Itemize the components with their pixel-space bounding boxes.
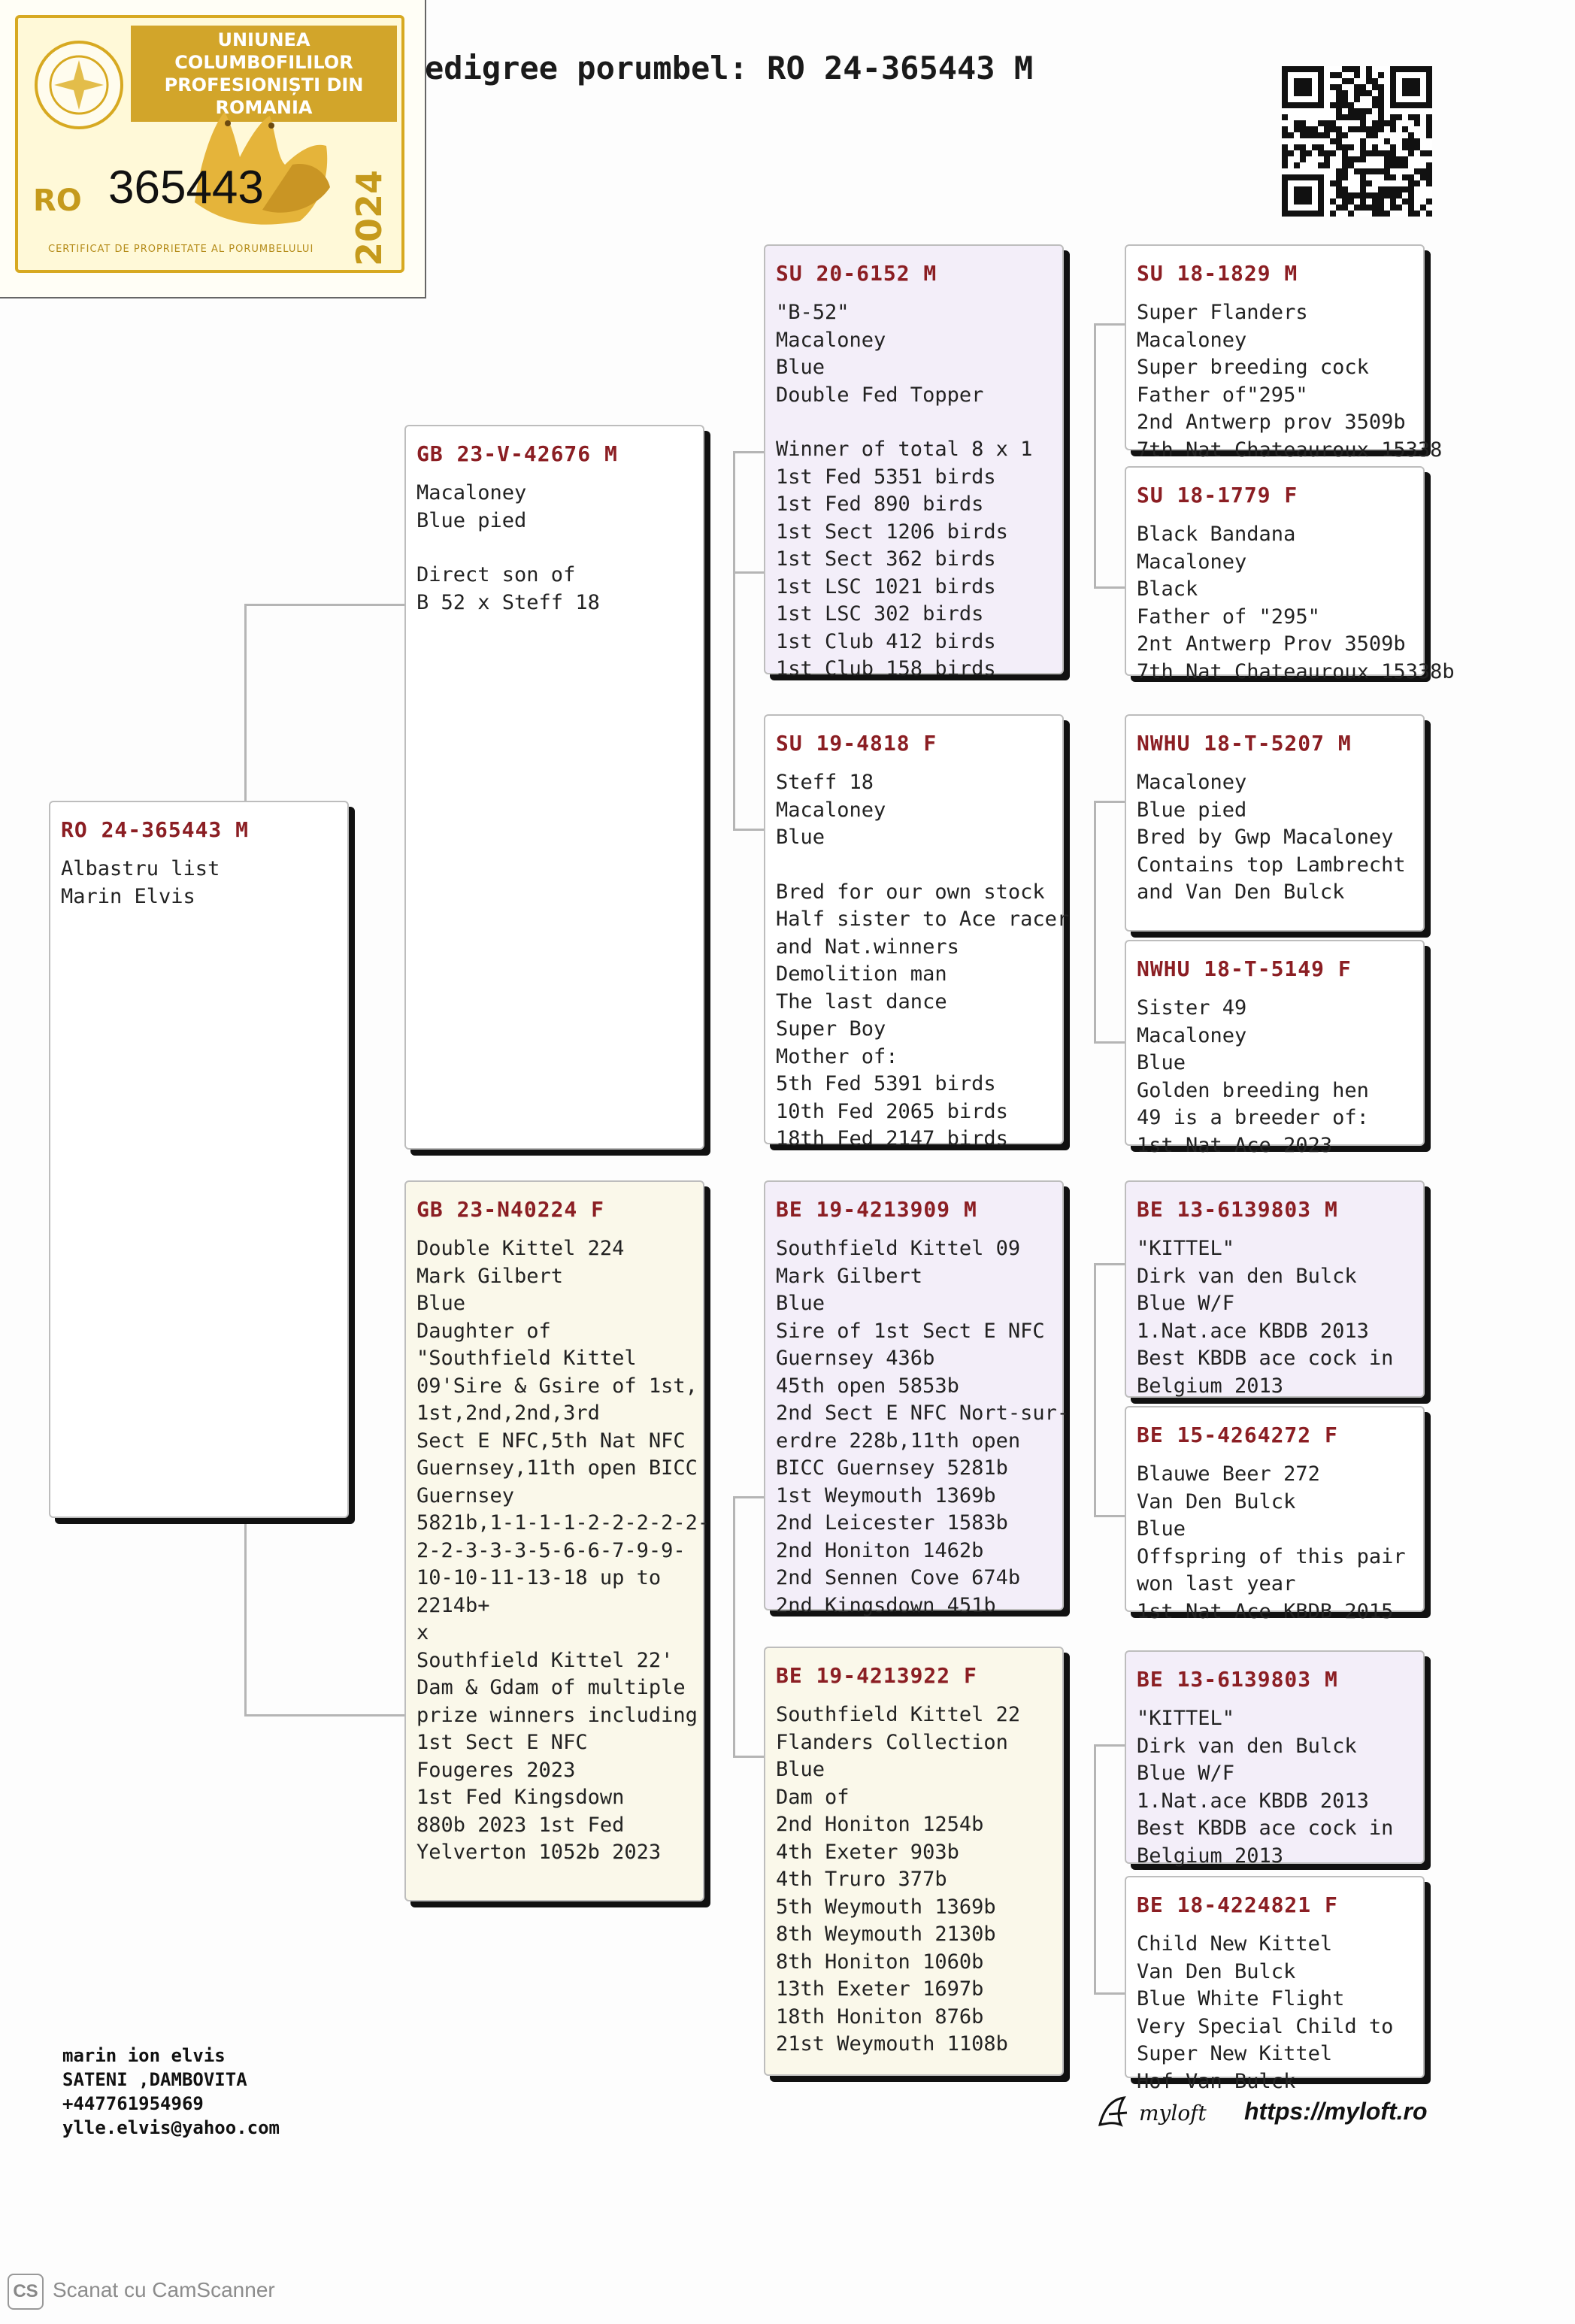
grandparent-detail-line: 45th open 5853b xyxy=(776,1374,959,1398)
great-grandparent-detail-line: "KITTEL" xyxy=(1137,1707,1235,1730)
grandparent-details xyxy=(776,299,1062,683)
connector-line xyxy=(1094,1041,1125,1044)
grandparent-detail-line: Double Fed Topper xyxy=(776,383,984,407)
grandparent-detail-line: 1st Club 158 birds xyxy=(776,657,996,680)
grandparent-detail-line: 1st Fed 890 birds xyxy=(776,492,984,516)
parent-card-1 xyxy=(404,425,704,1150)
grandparent-card-4 xyxy=(764,1647,1064,2076)
ownership-certificate xyxy=(0,0,426,298)
great-grandparent-details xyxy=(1137,1235,1423,1400)
connector-line xyxy=(1094,323,1096,586)
connector-line xyxy=(733,571,764,574)
grandparent-detail-line: Steff 18 xyxy=(776,771,874,794)
grandparent-detail-line: Demolition man xyxy=(776,962,947,986)
grandparent-detail-line: 1st LSC 1021 birds xyxy=(776,574,996,598)
parent-detail-line: B 52 x Steff 18 xyxy=(416,590,600,614)
great-grandparent-ring: NWHU 18-T-5207 M xyxy=(1137,731,1352,756)
great-grandparent-detail-line: 1.Nat.ace KBDB 2013 xyxy=(1137,1319,1369,1343)
subject-color: Albastru list xyxy=(61,857,220,880)
great-grandparent-detail-line: and Van Den Bulck xyxy=(1137,880,1345,904)
grandparent-ring: BE 19-4213909 M xyxy=(776,1197,977,1222)
parent-details xyxy=(416,1235,710,1867)
parent-detail-line: Sect E NFC,5th Nat NFC xyxy=(416,1429,686,1453)
grandparent-detail-line: Mark Gilbert xyxy=(776,1264,923,1288)
great-grandparent-detail-line: 2nt Antwerp Prov 3509b xyxy=(1137,632,1406,656)
connector-line xyxy=(1094,1744,1096,1992)
great-grandparent-detail-line: Belgium 2013 xyxy=(1137,1374,1284,1398)
grandparent-detail-line: Sire of 1st Sect E NFC xyxy=(776,1319,1045,1343)
great-grandparent-detail-line: Blue xyxy=(1137,1517,1186,1541)
parent-detail-line: Blue pied xyxy=(416,508,527,532)
great-grandparent-details xyxy=(1137,1461,1423,1626)
grandparent-detail-line: Flanders Collection xyxy=(776,1730,1008,1754)
grandparent-detail-line: Blue xyxy=(776,1758,825,1781)
parent-ring: GB 23-V-42676 M xyxy=(416,441,618,466)
owner-phone: +447761954969 xyxy=(62,2093,204,2114)
connector-line xyxy=(1094,1744,1125,1747)
parent-detail-line: Fougeres 2023 xyxy=(416,1758,576,1782)
great-grandparent-detail-line: Contains top Lambrecht xyxy=(1137,853,1406,877)
grandparent-detail-line: 8th Weymouth 2130b xyxy=(776,1923,996,1946)
great-grandparent-detail-line: 2nd Antwerp prov 3509b xyxy=(1137,411,1406,434)
grandparent-details xyxy=(776,1701,1062,2059)
parent-detail-line: Guernsey,11th open BICC xyxy=(416,1456,698,1480)
great-grandparent-detail-line: Belgium 2013 xyxy=(1137,1844,1284,1868)
great-grandparent-detail-line: Blauwe Beer 272 xyxy=(1137,1462,1320,1486)
connector-line xyxy=(1094,1515,1125,1517)
grandparent-detail-line: 4th Truro 377b xyxy=(776,1868,947,1891)
parent-detail-line: Double Kittel 224 xyxy=(416,1237,625,1260)
grandparent-details xyxy=(776,1235,1070,1620)
connector-line xyxy=(1094,1263,1125,1265)
connector-line xyxy=(735,829,764,831)
parent-detail-line: 1st,2nd,2nd,3rd xyxy=(416,1401,600,1425)
great-grandparent-card-3 xyxy=(1125,714,1425,932)
parent-detail-line: 5821b,1-1-1-1-2-2-2-2-2- xyxy=(416,1511,710,1535)
myloft-brand xyxy=(1094,2092,1440,2137)
myloft-logo-text: myloft xyxy=(1139,2101,1207,2126)
camscanner-label: Scanat cu CamScanner xyxy=(53,2278,275,2301)
grandparent-detail-line: Super Boy xyxy=(776,1017,886,1041)
great-grandparent-detail-line: 1st Nat Ace 2023 xyxy=(1137,1133,1333,1157)
union-emblem-icon xyxy=(35,41,123,129)
grandparent-detail-line: 13th Exeter 1697b xyxy=(776,1977,984,2001)
great-grandparent-detail-line: Offspring of this pair xyxy=(1137,1544,1406,1568)
grandparent-detail-line: and Nat.winners xyxy=(776,935,959,959)
great-grandparent-detail-line: Van Den Bulck xyxy=(1137,1489,1296,1513)
grandparent-detail-line: 2nd Sect E NFC Nort-sur- xyxy=(776,1401,1070,1425)
great-grandparent-detail-line: Father of "295" xyxy=(1137,604,1320,629)
great-grandparent-card-8 xyxy=(1125,1876,1425,2093)
great-grandparent-ring: SU 18-1779 F xyxy=(1137,483,1298,508)
subject-ring: RO 24-365443 M xyxy=(61,817,250,842)
certificate-country: RO xyxy=(33,183,82,218)
connector-line xyxy=(244,1714,404,1716)
grandparent-detail-line: Bred for our own stock xyxy=(776,880,1045,904)
connector-line xyxy=(1094,801,1125,803)
grandparent-detail-line: BICC Guernsey 5281b xyxy=(776,1456,1008,1480)
connector-line xyxy=(244,604,247,801)
great-grandparent-ring: SU 18-1829 M xyxy=(1137,261,1298,286)
great-grandparent-detail-line: Blue W/F xyxy=(1137,1762,1235,1785)
great-grandparent-detail-line: "KITTEL" xyxy=(1137,1237,1235,1260)
grandparent-detail-line: Blue xyxy=(776,1292,825,1315)
grandparent-detail-line: 10th Fed 2065 birds xyxy=(776,1099,1008,1123)
connector-line xyxy=(244,604,404,606)
great-grandparent-detail-line: Very Special Child to xyxy=(1137,2014,1394,2038)
parent-detail-line: Yelverton 1052b 2023 xyxy=(416,1841,662,1864)
grandparent-detail-line: 1st Fed 5351 birds xyxy=(776,465,996,489)
great-grandparent-detail-line: Child New Kittel xyxy=(1137,1932,1333,1956)
great-grandparent-detail-line: 49 is a breeder of: xyxy=(1137,1106,1369,1129)
great-grandparent-detail-line: Dirk van den Bulck xyxy=(1137,1734,1357,1758)
subject-owner: Marin Elvis xyxy=(61,884,195,908)
grandparent-detail-line: Half sister to Ace racer xyxy=(776,907,1070,931)
owner-email: ylle.elvis@yahoo.com xyxy=(62,2117,280,2138)
parent-detail-line: Daughter of xyxy=(416,1319,551,1343)
connector-line xyxy=(733,1756,764,1758)
grandparent-ring: SU 20-6152 M xyxy=(776,261,937,286)
title-ring: RO 24-365443 M xyxy=(767,50,1034,86)
great-grandparent-detail-line: Macaloney xyxy=(1137,771,1247,794)
connector-line xyxy=(1094,586,1125,589)
great-grandparent-detail-line: Father of"295" xyxy=(1137,383,1308,407)
grandparent-detail-line: Dam of xyxy=(776,1785,850,1809)
grandparent-detail-line: Blue xyxy=(776,826,825,849)
grandparent-detail-line: Macaloney xyxy=(776,798,886,822)
grandparent-detail-line: 1st Weymouth 1369b xyxy=(776,1483,996,1507)
parent-detail-line: Direct son of xyxy=(416,563,576,586)
great-grandparent-detail-line: Super Flanders xyxy=(1137,301,1308,324)
grandparent-card-1 xyxy=(764,244,1064,680)
great-grandparent-ring: BE 15-4264272 F xyxy=(1137,1423,1338,1447)
parent-detail-line: prize winners including xyxy=(416,1703,698,1727)
connector-line xyxy=(733,1496,735,1756)
parent-detail-line: Blue xyxy=(416,1292,466,1315)
grandparent-detail-line: 2nd Honiton 1254b xyxy=(776,1813,984,1836)
great-grandparent-card-5 xyxy=(1125,1180,1425,1398)
great-grandparent-details xyxy=(1137,521,1455,686)
grandparent-detail-line: 18th Honiton 876b xyxy=(776,2004,984,2029)
connector-line xyxy=(1094,1263,1096,1515)
great-grandparent-card-1 xyxy=(1125,244,1443,462)
owner-location: SATENI ,DAMBOVITA xyxy=(62,2069,247,2090)
great-grandparent-card-7 xyxy=(1125,1650,1425,1868)
great-grandparent-ring: NWHU 18-T-5149 F xyxy=(1137,956,1352,981)
parent-detail-line: Guernsey xyxy=(416,1483,515,1507)
parent-detail-line: 2214b+ xyxy=(416,1593,490,1617)
great-grandparent-detail-line: Blue White Flight xyxy=(1137,1987,1345,2010)
parent-detail-line xyxy=(416,535,703,562)
grandparent-detail-line: 5th Fed 5391 birds xyxy=(776,1072,996,1095)
great-grandparent-ring: BE 13-6139803 M xyxy=(1137,1197,1338,1222)
grandparent-detail-line: erdre 228b,11th open xyxy=(776,1429,1021,1453)
parent-detail-line: 2-2-3-3-3-5-6-6-7-9-9- xyxy=(416,1538,686,1562)
parent-detail-line: Mark Gilbert xyxy=(416,1264,564,1288)
certificate-footer: CERTIFICAT DE PROPRIETATE AL PORUMBELULUI xyxy=(48,244,314,255)
connector-line xyxy=(1094,801,1096,1041)
connector-line xyxy=(733,1496,764,1498)
parent-detail-line: 1st Sect E NFC xyxy=(416,1731,588,1754)
great-grandparent-details xyxy=(1137,769,1423,907)
page-title xyxy=(425,50,1033,86)
owner-contact xyxy=(62,2044,280,2140)
connector-line xyxy=(733,571,735,831)
grandparent-details xyxy=(776,769,1070,1153)
myloft-logo-icon xyxy=(1094,2092,1136,2134)
parent-card-2 xyxy=(404,1180,710,1901)
grandparent-detail-line: 18th Fed 2147 birds xyxy=(776,1127,1008,1150)
grandparent-detail-line: 2nd Leicester 1583b xyxy=(776,1511,1008,1535)
grandparent-card-2 xyxy=(764,714,1070,1150)
certificate-ring-number: 365443 xyxy=(108,162,264,214)
parent-detail-line: Dam & Gdam of multiple xyxy=(416,1676,686,1699)
certificate-header: UNIUNEA COLUMBOFILILOR PROFESIONIȘTI DIN ROMANIA xyxy=(131,26,397,122)
grandparent-detail-line: 4th Exeter 903b xyxy=(776,1840,959,1864)
great-grandparent-detail-line: won last year xyxy=(1137,1572,1296,1595)
grandparent-detail-line: Guernsey 436b xyxy=(776,1347,935,1370)
great-grandparent-detail-line: Blue pied xyxy=(1137,798,1247,822)
great-grandparent-card-4 xyxy=(1125,940,1425,1157)
camscanner-icon: CS xyxy=(8,2274,44,2310)
grandparent-detail-line xyxy=(776,409,1062,436)
connector-line xyxy=(733,451,764,453)
grandparent-detail-line: "B-52" xyxy=(776,301,850,324)
parent-detail-line: 1st Fed Kingsdown xyxy=(416,1786,625,1809)
great-grandparent-detail-line: Macaloney xyxy=(1137,550,1247,574)
parent-detail-line: Macaloney xyxy=(416,481,527,504)
grandparent-card-3 xyxy=(764,1180,1070,1617)
grandparent-detail-line: 5th Weymouth 1369b xyxy=(776,1895,996,1919)
grandparent-detail-line: The last dance xyxy=(776,989,947,1014)
grandparent-detail-line: Southfield Kittel 22 xyxy=(776,1703,1021,1726)
great-grandparent-detail-line: Macaloney xyxy=(1137,1023,1247,1047)
parent-detail-line: Southfield Kittel 22' xyxy=(416,1648,674,1672)
parent-detail-line: 09'Sire & Gsire of 1st, xyxy=(416,1374,698,1398)
grandparent-detail-line: 21st Weymouth 1108b xyxy=(776,2032,1008,2056)
great-grandparent-detail-line: 7th Nat Chateauroux 15338 xyxy=(1137,438,1443,462)
great-grandparent-detail-line: 7th Nat Chateauroux 15338b xyxy=(1137,659,1455,683)
grandparent-detail-line: 2nd Kingsdown 451b xyxy=(776,1593,996,1617)
grandparent-detail-line: 1st Club 412 birds xyxy=(776,629,996,653)
grandparent-detail-line: Blue xyxy=(776,356,825,379)
great-grandparent-detail-line: Dirk van den Bulck xyxy=(1137,1264,1357,1288)
grandparent-detail-line: 1st LSC 302 birds xyxy=(776,602,984,626)
qr-code-icon xyxy=(1282,66,1432,217)
connector-line xyxy=(1094,323,1125,326)
great-grandparent-detail-line: 1.Nat.ace KBDB 2013 xyxy=(1137,1789,1369,1813)
great-grandparent-ring: BE 13-6139803 M xyxy=(1137,1667,1338,1692)
parent-detail-line: 880b 2023 1st Fed xyxy=(416,1813,625,1837)
parent-detail-line: x xyxy=(416,1621,429,1644)
great-grandparent-detail-line: Sister 49 xyxy=(1137,996,1247,1020)
grandparent-ring: BE 19-4213922 F xyxy=(776,1663,977,1688)
great-grandparent-details xyxy=(1137,299,1443,464)
connector-line xyxy=(244,1515,247,1714)
parent-details xyxy=(416,480,703,617)
great-grandparent-detail-line: Super breeding cock xyxy=(1137,356,1369,379)
grandparent-detail-line: 1st Sect 362 birds xyxy=(776,547,996,571)
grandparent-detail-line: Southfield Kittel 09 xyxy=(776,1237,1021,1260)
great-grandparent-detail-line: Black xyxy=(1137,577,1198,601)
certificate-year: 2024 xyxy=(349,169,389,266)
great-grandparent-detail-line: Bred by Gwp Macaloney xyxy=(1137,826,1394,849)
parent-detail-line: "Southfield Kittel xyxy=(416,1347,637,1370)
grandparent-detail-line: Winner of total 8 x 1 xyxy=(776,438,1033,461)
great-grandparent-ring: BE 18-4224821 F xyxy=(1137,1892,1338,1917)
great-grandparent-card-6 xyxy=(1125,1406,1425,1623)
great-grandparent-detail-line: Van Den Bulck xyxy=(1137,1959,1296,1983)
great-grandparent-detail-line: Macaloney xyxy=(1137,328,1247,352)
great-grandparent-detail-line: 1st Nat Ace KBDB 2015 xyxy=(1137,1599,1394,1623)
great-grandparent-detail-line: Golden breeding hen xyxy=(1137,1078,1369,1102)
connector-line xyxy=(1094,1992,1125,1995)
parent-ring: GB 23-N40224 F xyxy=(416,1197,605,1222)
subject-card xyxy=(49,801,349,1518)
great-grandparent-card-2 xyxy=(1125,466,1455,683)
subject-details xyxy=(61,856,347,911)
connector-line xyxy=(733,451,735,574)
grandparent-detail-line: Macaloney xyxy=(776,328,886,352)
owner-name: marin ion elvis xyxy=(62,2045,226,2066)
great-grandparent-detail-line: Blue W/F xyxy=(1137,1292,1235,1315)
great-grandparent-details xyxy=(1137,1931,1423,2095)
great-grandparent-detail-line: Best KBDB ace cock in xyxy=(1137,1816,1394,1840)
great-grandparent-detail-line: Black Bandana xyxy=(1137,523,1296,546)
grandparent-detail-line: Mother of: xyxy=(776,1044,898,1068)
grandparent-detail-line xyxy=(776,852,1062,879)
grandparent-detail-line: 8th Honiton 1060b xyxy=(776,1950,984,1974)
grandparent-detail-line: 2nd Honiton 1462b xyxy=(776,1538,984,1562)
great-grandparent-details xyxy=(1137,1705,1423,1870)
certificate-frame xyxy=(15,15,404,273)
great-grandparent-detail-line: Super New Kittel xyxy=(1137,2042,1333,2065)
grandparent-detail-line: 1st Sect 1206 birds xyxy=(776,520,1008,544)
title-prefix: edigree porumbel: xyxy=(425,50,768,86)
great-grandparent-detail-line: Blue xyxy=(1137,1051,1186,1074)
great-grandparent-detail-line: Hof Van Bulck xyxy=(1137,2069,1296,2093)
great-grandparent-detail-line: Best KBDB ace cock in xyxy=(1137,1347,1394,1370)
grandparent-ring: SU 19-4818 F xyxy=(776,731,937,756)
myloft-url[interactable]: https://myloft.ro xyxy=(1244,2098,1428,2125)
great-grandparent-details xyxy=(1137,995,1423,1159)
grandparent-detail-line: 2nd Sennen Cove 674b xyxy=(776,1566,1021,1589)
parent-detail-line: 10-10-11-13-18 up to xyxy=(416,1566,662,1589)
